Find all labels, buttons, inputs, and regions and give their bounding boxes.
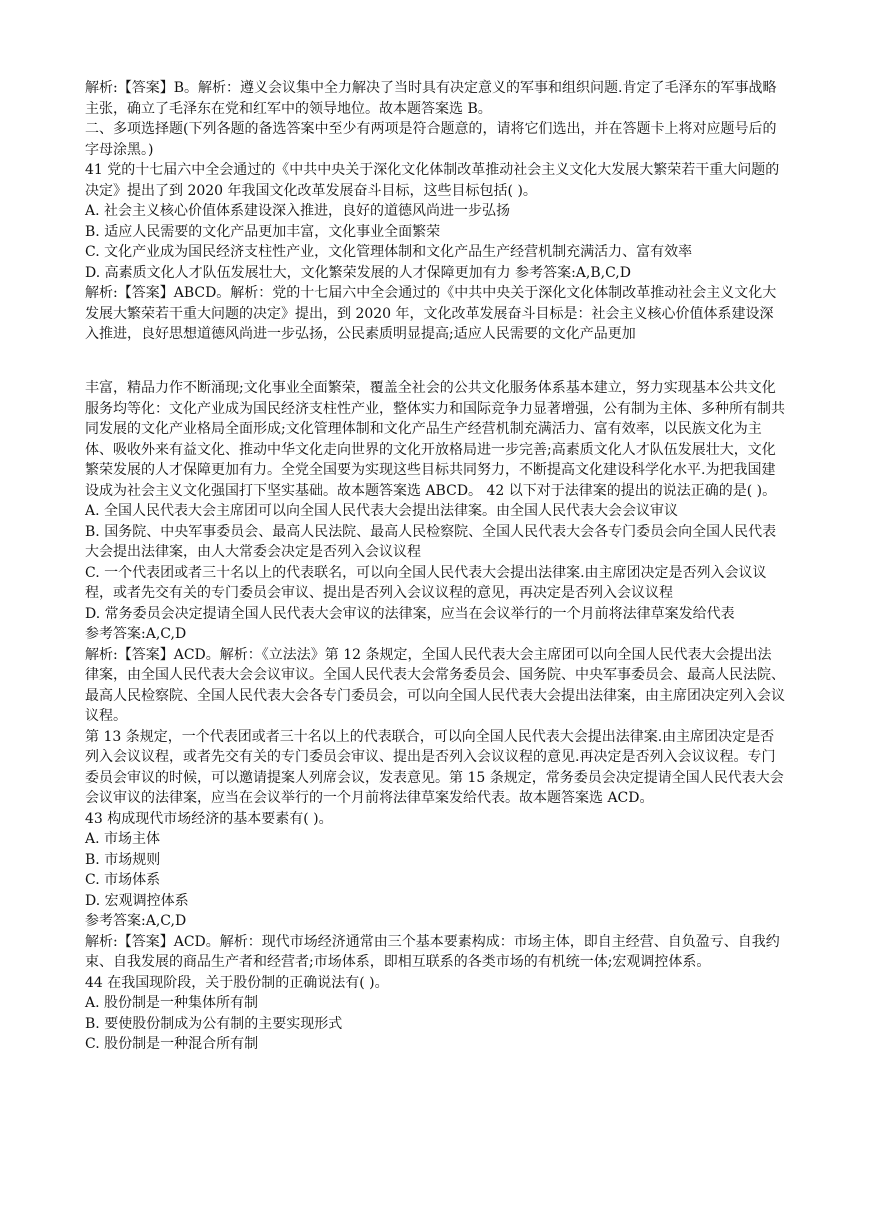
q43-option-b: B. 市场规则 [85, 851, 161, 868]
q43-reference-answer: 参考答案:A,C,D [85, 913, 187, 929]
q41-analysis-continued: 丰富，精品力作不断涌现;文化事业全面繁荣，覆盖全社会的公共文化服务体系基本建立，努力实现基本公共文化服务均等化：文化产业成为国民经济支柱性产业，整体实力和国际竞争力显著增强，公有制为主体、多种所有制共同发展的文化产业格局全面形成;文化管理体制和文化产品生产经营机制充满活力、富有效率，以民族文化为主体、吸收外来有益文化、推动中华文化走向世界的文化开放格局进一步完善;高素质文化人才队伍发展壮大，文化繁荣发展的人才保障更加有力。全党全国要为实现这些目标共同努力，不断提高文化建设科学化水平.为把我国建设成为社会主义文化强国打下坚实基础。故本题答案选 ABCD。 42 以下对于法律案的提出的说法正确的是( )。 [85, 380, 785, 499]
q44-option-a: A. 股份制是一种集体所有制 [85, 995, 259, 1011]
text-block-lower [85, 378, 785, 1055]
q42-option-b: B. 国务院、中央军事委员会、最高人民法院、最高人民检察院、全国人民代表大会各专门委员会向全国人民代表大会提出法律案，由人大常委会决定是否列入会议议程 [85, 523, 777, 560]
q44-option-c: C. 股份制是一种混合所有制 [85, 1036, 259, 1052]
q43-option-c: C. 市场体系 [85, 872, 161, 888]
q41-option-a: A. 社会主义核心价值体系建设深入推进，良好的道德风尚进一步弘扬 [85, 203, 511, 219]
question-44: 44 在我国现阶段，关于股份制的正确说法有( )。 [85, 974, 389, 991]
question-43: 43 构成现代市场经济的基本要素有( )。 [85, 810, 333, 827]
section-heading-multiple-choice: 二、多项选择题(下列各题的备选答案中至少有两项是符合题意的，请将它们选出，并在答题卡上将对应题号后的字母涂黑。) [85, 121, 777, 158]
q43-option-d: D. 宏观调控体系 [85, 892, 189, 909]
q42-reference-answer: 参考答案:A,C,D [85, 626, 187, 642]
question-41: 41 党的十七届六中全会通过的《中共中央关于深化文化体制改革推动社会主义文化大发展大繁荣若干重大问题的决定》提出了到 2020 年我国文化改革发展奋斗目标，这些目标包括( )。 [85, 162, 780, 199]
q42-option-a: A. 全国人民代表大会主席团可以向全国人民代表大会提出法律案。由全国人民代表大会会议审议 [85, 503, 679, 519]
q42-analysis-continued: 第 13 条规定，一个代表团或者三十名以上的代表联合，可以向全国人民代表大会提出法律案.由主席团决定是否列入会议议程，或者先交有关的专门委员会审议、提出是否列入会议议程的意见.再决定是否列入会议议程。专门委员会审议的时候，可以邀请提案人列席会议，发表意见。第 15 条规定，常务委员会决定提请全国人民代表大会会议审议的法律案，应当在会议举行的一个月前将法律草案发给代表。故本题答案选 ACD。 [85, 728, 784, 806]
q44-option-b: B. 要使股份制成为公有制的主要实现形式 [85, 1015, 343, 1032]
q42-analysis: 解析:【答案】ACD。解析：《立法法》第 12 条规定，全国人民代表大会主席团可以向全国人民代表大会提出法律案，由全国人民代表大会会议审议。全国人民代表大会常务委员会、国务院、中央军事委员会、最高人民法院、最高人民检察院、全国人民代表大会各专门委员会，可以向全国人民代表大会提出法律案，由主席团决定列入会议议程。 [85, 646, 785, 724]
text-block-upper [85, 78, 785, 345]
q41-option-c: C. 文化产业成为国民经济支柱性产业，文化管理体制和文化产品生产经营机制充满活力、富有效率 [85, 244, 693, 260]
q43-option-a: A. 市场主体 [85, 831, 161, 847]
q41-option-d: D. 高素质文化人才队伍发展壮大，文化繁荣发展的人才保障更加有力 参考答案:A,B,C,D [85, 264, 631, 281]
q41-analysis: 解析:【答案】ABCD。解析：党的十七届六中全会通过的《中共中央关于深化文化体制改革推动社会主义文化大发展大繁荣若干重大问题的决定》提出，到 2020 年，文化改革发展奋斗目标是：社会主义核心价值体系建设深入推进，良好思想道德风尚进一步弘扬，公民素质明显提高;适应人民需要的文化产品更加 [85, 285, 777, 342]
q41-option-b: B. 适应人民需要的文化产品更加丰富，文化事业全面繁荣 [85, 223, 441, 240]
q42-option-d: D. 常务委员会决定提请全国人民代表大会审议的法律案，应当在会议举行的一个月前将法律草案发给代表 [85, 605, 735, 622]
q42-option-c: C. 一个代表团或者三十名以上的代表联名，可以向全国人民代表大会提出法律案.由主席团决定是否列入会议议程，或者先交有关的专门委员会审议、提出是否列入会议议程的意见，再决定是否列入会议议程 [85, 564, 767, 601]
answer-analysis-q40: 解析:【答案】B。解析：遵义会议集中全力解决了当时具有决定意义的军事和组织问题.肯定了毛泽东的军事战略主张，确立了毛泽东在党和红军中的领导地位。故本题答案选 B。 [85, 80, 777, 117]
q43-analysis: 解析:【答案】ACD。解析：现代市场经济通常由三个基本要素构成：市场主体，即自主经营、自负盈亏、自我约束、自我发展的商品生产者和经营者;市场体系，即相互联系的各类市场的有机统一体;宏观调控体系。 [85, 933, 780, 970]
